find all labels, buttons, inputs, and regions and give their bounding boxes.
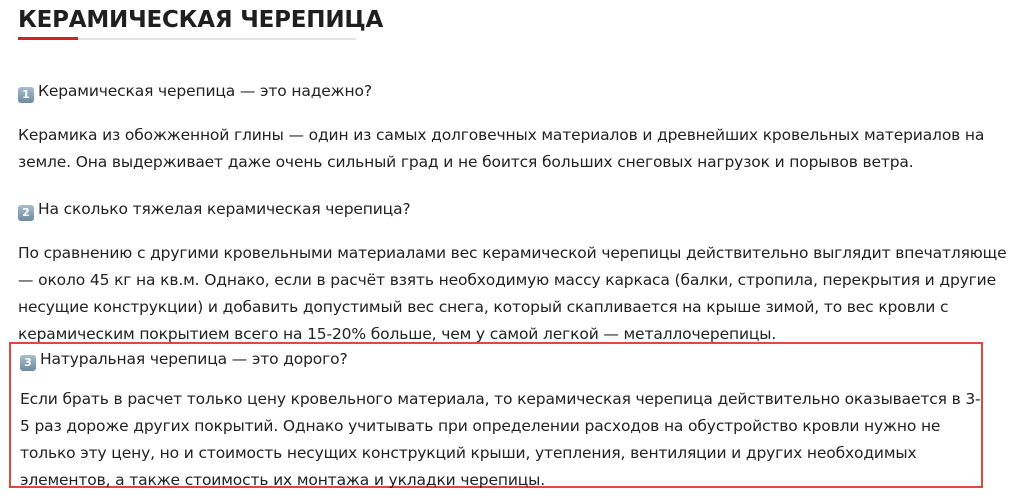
keycap-digit-two-icon: 2 (18, 205, 34, 221)
keycap-digit-three-icon: 3 (20, 355, 36, 371)
highlighted-faq-item (9, 342, 983, 488)
faq-answer-3: Если брать в расчет только цену кровельного материала, то керамическая черепица действительно оказывается в 3-5 раз дороже других покрытий. Однако учитывать при определении расходов на обустройство кровли нужно не только эту цену, но и стоимость несущих конструкций крыши, утепления, вентиляции и других необходимых элементов, а также стоимость их монтажа и укладки черепицы. (20, 390, 981, 489)
faq-answer-1: Керамика из обожженной глины — один из самых долговечных материалов и древнейших кровельных материалов на земле. Она выдерживает даже очень сильный град и не боится больших снеговых нагрузок и порывов ветра. (18, 126, 985, 171)
keycap-digit-one-icon: 1 (18, 87, 34, 103)
faq-question-3-text: Натуральная черепица — это дорого? (40, 350, 348, 368)
faq-question-2-text: На сколько тяжелая керамическая черепица? (38, 200, 411, 218)
faq-answer-2: По сравнению с другими кровельными материалами вес керамической черепицы действительно выглядит впечатляюще — около 45 кг на кв.м. Однако, если в расчёт взять необходимую массу каркаса (балки, стропила, перекрытия и другие несущие конструкции) и добавить допустимый вес снега, который скапливается на крыше зимой, то вес кровли с керамическим покрытием всего на 15-20% больше, чем у самой легкой — металлочерепицы. (18, 244, 1007, 343)
faq-question-2 (18, 196, 1008, 223)
title-block (18, 6, 384, 40)
faq-question-1 (18, 78, 1008, 105)
faq-question-1-text: Керамическая черепица — это надежно? (38, 82, 372, 100)
page-title: КЕРАМИЧЕСКАЯ ЧЕРЕПИЦА (18, 7, 384, 33)
faq-list (18, 78, 1008, 348)
title-underline-accent (18, 37, 78, 40)
title-underline (18, 38, 356, 40)
faq-question-3 (20, 346, 981, 373)
